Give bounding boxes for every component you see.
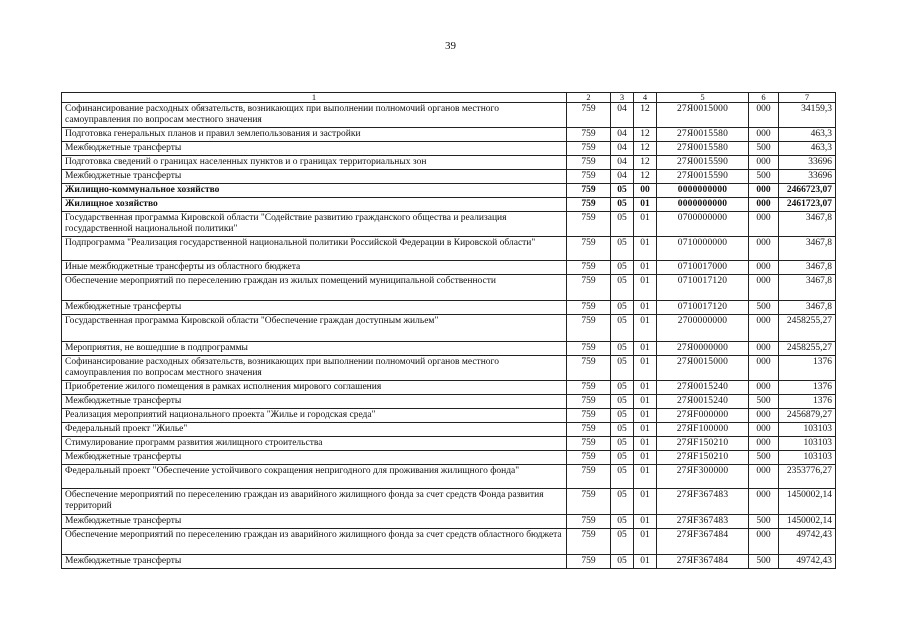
subsection-cell: 01 bbox=[634, 395, 657, 409]
row-name-cell: Обеспечение мероприятий по переселению граждан из аварийного жилищного фонда за счет средств Фонда развития территорий bbox=[62, 489, 567, 515]
target-article-cell: 0710000000 bbox=[657, 237, 749, 261]
row-name-cell: Стимулирование программ развития жилищного строительства bbox=[62, 437, 567, 451]
subsection-cell: 01 bbox=[634, 555, 657, 569]
row-name-cell: Подготовка сведений о границах населенных пунктов и о границах территориальных зон bbox=[62, 156, 567, 170]
target-article-cell: 27Я0015580 bbox=[657, 142, 749, 156]
row-name-cell: Иные межбюджетные трансферты из областного бюджета bbox=[62, 261, 567, 275]
section-cell: 04 bbox=[611, 128, 634, 142]
section-cell: 05 bbox=[611, 356, 634, 381]
amount-cell: 3467,8 bbox=[779, 261, 836, 275]
admin-code-cell: 759 bbox=[567, 184, 611, 198]
expense-type-cell: 500 bbox=[749, 170, 779, 184]
amount-cell: 1376 bbox=[779, 381, 836, 395]
target-article-cell: 27Я0000000 bbox=[657, 342, 749, 356]
subsection-cell: 01 bbox=[634, 261, 657, 275]
target-article-cell: 27ЯF150210 bbox=[657, 451, 749, 465]
expense-type-cell: 500 bbox=[749, 515, 779, 529]
admin-code-cell: 759 bbox=[567, 261, 611, 275]
table-row bbox=[62, 198, 836, 212]
section-cell: 05 bbox=[611, 315, 634, 342]
subsection-cell: 12 bbox=[634, 128, 657, 142]
target-article-cell: 0000000000 bbox=[657, 184, 749, 198]
row-name-cell: Государственная программа Кировской области "Содействие развитию гражданского общества и реализация государственной национальной политики" bbox=[62, 212, 567, 237]
subsection-cell: 12 bbox=[634, 156, 657, 170]
row-name-cell: Софинансирование расходных обязательств, возникающих при выполнении полномочий органов местного самоуправления по вопросам местного значения bbox=[62, 356, 567, 381]
section-cell: 04 bbox=[611, 156, 634, 170]
section-cell: 05 bbox=[611, 275, 634, 301]
subsection-cell: 12 bbox=[634, 103, 657, 128]
subsection-cell: 01 bbox=[634, 198, 657, 212]
target-article-cell: 2700000000 bbox=[657, 315, 749, 342]
amount-cell: 2461723,07 bbox=[779, 198, 836, 212]
section-cell: 05 bbox=[611, 342, 634, 356]
admin-code-cell: 759 bbox=[567, 275, 611, 301]
admin-code-cell: 759 bbox=[567, 128, 611, 142]
expense-type-cell: 500 bbox=[749, 395, 779, 409]
table-row bbox=[62, 409, 836, 423]
table-body bbox=[62, 103, 836, 569]
subsection-cell: 01 bbox=[634, 409, 657, 423]
table-row bbox=[62, 381, 836, 395]
column-header: 6 bbox=[749, 93, 779, 103]
table-row bbox=[62, 275, 836, 301]
target-article-cell: 27ЯF100000 bbox=[657, 423, 749, 437]
expense-type-cell: 000 bbox=[749, 315, 779, 342]
amount-cell: 3467,8 bbox=[779, 301, 836, 315]
target-article-cell: 0710017120 bbox=[657, 301, 749, 315]
page-number: 39 bbox=[445, 40, 456, 52]
expense-type-cell: 000 bbox=[749, 184, 779, 198]
target-article-cell: 27Я0015000 bbox=[657, 103, 749, 128]
target-article-cell: 0700000000 bbox=[657, 212, 749, 237]
amount-cell: 2456879,27 bbox=[779, 409, 836, 423]
table-row bbox=[62, 237, 836, 261]
subsection-cell: 01 bbox=[634, 423, 657, 437]
column-header: 4 bbox=[634, 93, 657, 103]
row-name-cell: Федеральный проект "Жилье" bbox=[62, 423, 567, 437]
section-cell: 05 bbox=[611, 237, 634, 261]
row-name-cell: Мероприятия, не вошедшие в подпрограммы bbox=[62, 342, 567, 356]
target-article-cell: 27Я0015580 bbox=[657, 128, 749, 142]
subsection-cell: 01 bbox=[634, 237, 657, 261]
row-name-cell: Межбюджетные трансферты bbox=[62, 301, 567, 315]
expense-type-cell: 000 bbox=[749, 381, 779, 395]
table-row bbox=[62, 156, 836, 170]
subsection-cell: 01 bbox=[634, 381, 657, 395]
amount-cell: 103103 bbox=[779, 423, 836, 437]
admin-code-cell: 759 bbox=[567, 381, 611, 395]
admin-code-cell: 759 bbox=[567, 315, 611, 342]
header-row bbox=[62, 93, 836, 103]
admin-code-cell: 759 bbox=[567, 170, 611, 184]
column-header: 1 bbox=[62, 93, 567, 103]
expense-type-cell: 000 bbox=[749, 128, 779, 142]
table-row bbox=[62, 212, 836, 237]
expense-type-cell: 000 bbox=[749, 103, 779, 128]
target-article-cell: 27ЯF367484 bbox=[657, 529, 749, 555]
admin-code-cell: 759 bbox=[567, 465, 611, 489]
section-cell: 05 bbox=[611, 529, 634, 555]
admin-code-cell: 759 bbox=[567, 342, 611, 356]
section-cell: 05 bbox=[611, 184, 634, 198]
subsection-cell: 01 bbox=[634, 515, 657, 529]
expense-type-cell: 000 bbox=[749, 529, 779, 555]
subsection-cell: 01 bbox=[634, 529, 657, 555]
expense-type-cell: 000 bbox=[749, 212, 779, 237]
target-article-cell: 0710017120 bbox=[657, 275, 749, 301]
expense-type-cell: 000 bbox=[749, 342, 779, 356]
target-article-cell: 27ЯF300000 bbox=[657, 465, 749, 489]
expense-type-cell: 000 bbox=[749, 409, 779, 423]
amount-cell: 33696 bbox=[779, 170, 836, 184]
amount-cell: 3467,8 bbox=[779, 237, 836, 261]
section-cell: 05 bbox=[611, 212, 634, 237]
amount-cell: 49742,43 bbox=[779, 529, 836, 555]
admin-code-cell: 759 bbox=[567, 489, 611, 515]
section-cell: 05 bbox=[611, 451, 634, 465]
table-row bbox=[62, 142, 836, 156]
table-row bbox=[62, 451, 836, 465]
table-row bbox=[62, 555, 836, 569]
subsection-cell: 01 bbox=[634, 301, 657, 315]
target-article-cell: 27Я0015590 bbox=[657, 156, 749, 170]
row-name-cell: Межбюджетные трансферты bbox=[62, 142, 567, 156]
target-article-cell: 27Я0015240 bbox=[657, 395, 749, 409]
table-row bbox=[62, 315, 836, 342]
subsection-cell: 01 bbox=[634, 437, 657, 451]
subsection-cell: 01 bbox=[634, 465, 657, 489]
admin-code-cell: 759 bbox=[567, 301, 611, 315]
section-cell: 05 bbox=[611, 395, 634, 409]
budget-table bbox=[61, 92, 836, 569]
row-name-cell: Межбюджетные трансферты bbox=[62, 555, 567, 569]
table-row bbox=[62, 437, 836, 451]
amount-cell: 1450002,14 bbox=[779, 515, 836, 529]
expense-type-cell: 000 bbox=[749, 237, 779, 261]
expense-type-cell: 000 bbox=[749, 275, 779, 301]
table-row bbox=[62, 356, 836, 381]
expense-type-cell: 000 bbox=[749, 423, 779, 437]
section-cell: 05 bbox=[611, 465, 634, 489]
section-cell: 05 bbox=[611, 198, 634, 212]
amount-cell: 2353776,27 bbox=[779, 465, 836, 489]
row-name-cell: Межбюджетные трансферты bbox=[62, 395, 567, 409]
subsection-cell: 01 bbox=[634, 342, 657, 356]
target-article-cell: 27ЯF367484 bbox=[657, 555, 749, 569]
table-row bbox=[62, 395, 836, 409]
amount-cell: 1450002,14 bbox=[779, 489, 836, 515]
target-article-cell: 0710017000 bbox=[657, 261, 749, 275]
expense-type-cell: 000 bbox=[749, 198, 779, 212]
row-name-cell: Реализация мероприятий национального проекта "Жилье и городская среда" bbox=[62, 409, 567, 423]
target-article-cell: 27ЯF150210 bbox=[657, 437, 749, 451]
section-cell: 05 bbox=[611, 489, 634, 515]
subsection-cell: 01 bbox=[634, 356, 657, 381]
expense-type-cell: 500 bbox=[749, 555, 779, 569]
section-cell: 05 bbox=[611, 301, 634, 315]
admin-code-cell: 759 bbox=[567, 555, 611, 569]
target-article-cell: 27ЯF367483 bbox=[657, 515, 749, 529]
target-article-cell: 0000000000 bbox=[657, 198, 749, 212]
expense-type-cell: 000 bbox=[749, 261, 779, 275]
admin-code-cell: 759 bbox=[567, 451, 611, 465]
column-header: 2 bbox=[567, 93, 611, 103]
row-name-cell: Обеспечение мероприятий по переселению граждан из аварийного жилищного фонда за счет средств областного бюджета bbox=[62, 529, 567, 555]
admin-code-cell: 759 bbox=[567, 529, 611, 555]
admin-code-cell: 759 bbox=[567, 237, 611, 261]
admin-code-cell: 759 bbox=[567, 142, 611, 156]
table-row bbox=[62, 184, 836, 198]
admin-code-cell: 759 bbox=[567, 212, 611, 237]
amount-cell: 103103 bbox=[779, 437, 836, 451]
amount-cell: 49742,43 bbox=[779, 555, 836, 569]
row-name-cell: Жилищное хозяйство bbox=[62, 198, 567, 212]
subsection-cell: 01 bbox=[634, 275, 657, 301]
amount-cell: 3467,8 bbox=[779, 275, 836, 301]
table-row bbox=[62, 128, 836, 142]
section-cell: 05 bbox=[611, 261, 634, 275]
amount-cell: 1376 bbox=[779, 395, 836, 409]
section-cell: 05 bbox=[611, 515, 634, 529]
column-header: 5 bbox=[657, 93, 749, 103]
row-name-cell: Подпрограмма "Реализация государственной национальной политики Российской Федерации в Кировской области" bbox=[62, 237, 567, 261]
target-article-cell: 27Я0015590 bbox=[657, 170, 749, 184]
table-row bbox=[62, 170, 836, 184]
expense-type-cell: 500 bbox=[749, 451, 779, 465]
amount-cell: 2466723,07 bbox=[779, 184, 836, 198]
admin-code-cell: 759 bbox=[567, 198, 611, 212]
expense-type-cell: 000 bbox=[749, 437, 779, 451]
subsection-cell: 12 bbox=[634, 170, 657, 184]
section-cell: 04 bbox=[611, 142, 634, 156]
target-article-cell: 27Я0015000 bbox=[657, 356, 749, 381]
table-row bbox=[62, 301, 836, 315]
amount-cell: 1376 bbox=[779, 356, 836, 381]
expense-type-cell: 000 bbox=[749, 489, 779, 515]
subsection-cell: 01 bbox=[634, 315, 657, 342]
row-name-cell: Федеральный проект "Обеспечение устойчивого сокращения непригодного для проживания жилищного фонда" bbox=[62, 465, 567, 489]
section-cell: 04 bbox=[611, 170, 634, 184]
expense-type-cell: 000 bbox=[749, 465, 779, 489]
expense-type-cell: 000 bbox=[749, 356, 779, 381]
section-cell: 05 bbox=[611, 409, 634, 423]
target-article-cell: 27ЯF367483 bbox=[657, 489, 749, 515]
row-name-cell: Межбюджетные трансферты bbox=[62, 170, 567, 184]
row-name-cell: Обеспечение мероприятий по переселению граждан из жилых помещений муниципальной собственности bbox=[62, 275, 567, 301]
target-article-cell: 27Я0015240 bbox=[657, 381, 749, 395]
row-name-cell: Жилищно-коммунальное хозяйство bbox=[62, 184, 567, 198]
amount-cell: 33696 bbox=[779, 156, 836, 170]
section-cell: 05 bbox=[611, 437, 634, 451]
amount-cell: 2458255,27 bbox=[779, 342, 836, 356]
table-row bbox=[62, 342, 836, 356]
table-row bbox=[62, 529, 836, 555]
admin-code-cell: 759 bbox=[567, 103, 611, 128]
row-name-cell: Государственная программа Кировской области "Обеспечение граждан доступным жильем" bbox=[62, 315, 567, 342]
admin-code-cell: 759 bbox=[567, 356, 611, 381]
table-row bbox=[62, 465, 836, 489]
table-row bbox=[62, 515, 836, 529]
table-row bbox=[62, 261, 836, 275]
table-row bbox=[62, 489, 836, 515]
subsection-cell: 01 bbox=[634, 489, 657, 515]
amount-cell: 3467,8 bbox=[779, 212, 836, 237]
admin-code-cell: 759 bbox=[567, 423, 611, 437]
admin-code-cell: 759 bbox=[567, 515, 611, 529]
admin-code-cell: 759 bbox=[567, 409, 611, 423]
column-header: 3 bbox=[611, 93, 634, 103]
row-name-cell: Софинансирование расходных обязательств, возникающих при выполнении полномочий органов местного самоуправления по вопросам местного значения bbox=[62, 103, 567, 128]
amount-cell: 34159,3 bbox=[779, 103, 836, 128]
subsection-cell: 01 bbox=[634, 451, 657, 465]
subsection-cell: 01 bbox=[634, 212, 657, 237]
target-article-cell: 27ЯF000000 bbox=[657, 409, 749, 423]
section-cell: 05 bbox=[611, 381, 634, 395]
expense-type-cell: 500 bbox=[749, 142, 779, 156]
section-cell: 04 bbox=[611, 103, 634, 128]
section-cell: 05 bbox=[611, 555, 634, 569]
column-header: 7 bbox=[779, 93, 836, 103]
amount-cell: 463,3 bbox=[779, 128, 836, 142]
admin-code-cell: 759 bbox=[567, 395, 611, 409]
row-name-cell: Межбюджетные трансферты bbox=[62, 451, 567, 465]
amount-cell: 463,3 bbox=[779, 142, 836, 156]
expense-type-cell: 000 bbox=[749, 156, 779, 170]
admin-code-cell: 759 bbox=[567, 437, 611, 451]
table-row bbox=[62, 423, 836, 437]
subsection-cell: 12 bbox=[634, 142, 657, 156]
section-cell: 05 bbox=[611, 423, 634, 437]
row-name-cell: Подготовка генеральных планов и правил землепользования и застройки bbox=[62, 128, 567, 142]
expense-type-cell: 500 bbox=[749, 301, 779, 315]
row-name-cell: Межбюджетные трансферты bbox=[62, 515, 567, 529]
row-name-cell: Приобретение жилого помещения в рамках исполнения мирового соглашения bbox=[62, 381, 567, 395]
admin-code-cell: 759 bbox=[567, 156, 611, 170]
table-row bbox=[62, 103, 836, 128]
amount-cell: 2458255,27 bbox=[779, 315, 836, 342]
amount-cell: 103103 bbox=[779, 451, 836, 465]
subsection-cell: 00 bbox=[634, 184, 657, 198]
